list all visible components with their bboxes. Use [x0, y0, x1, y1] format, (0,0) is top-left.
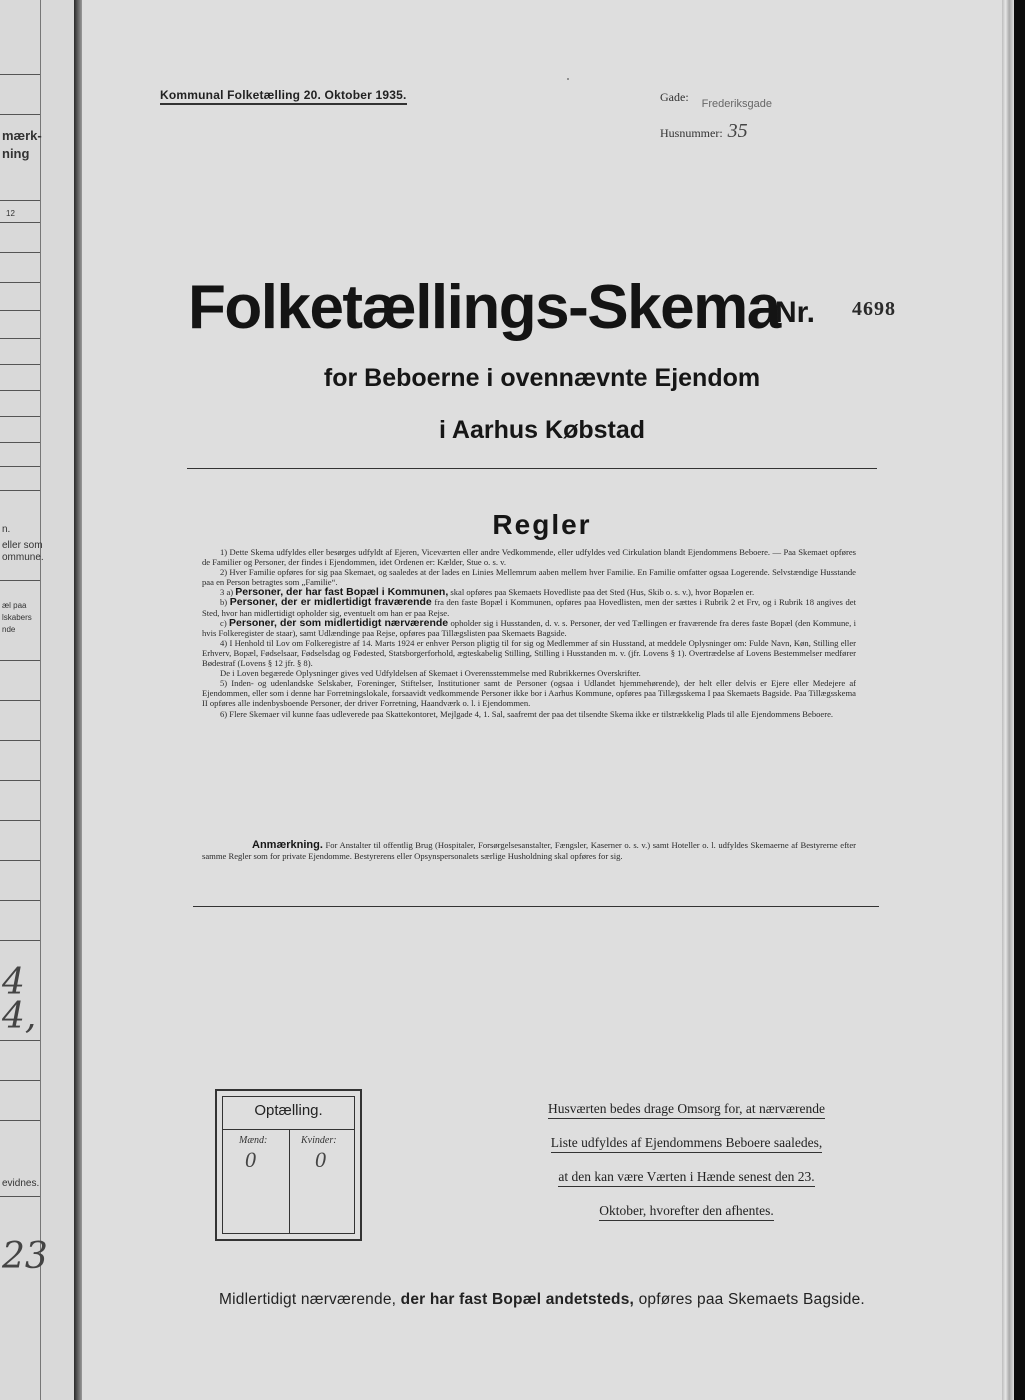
form-number-value: 4698: [852, 298, 896, 320]
rule-3a-text: skal opføres paa Skemaets Hovedliste paa det Sted (Hus, Skib o. s. v.), hvor Bopælen er.: [450, 587, 755, 598]
count-box: [215, 1089, 362, 1241]
row-rule: [0, 820, 40, 821]
house-number-field: [660, 120, 748, 143]
page-fragment: ommune.: [2, 552, 44, 563]
row-rule: [0, 222, 40, 223]
handwritten-mark: 23: [2, 1236, 48, 1277]
rule-3a-heading: Personer, der har fast Bopæl i Kommunen,: [235, 586, 449, 599]
row-rule: [0, 338, 40, 339]
row-rule: [0, 860, 40, 861]
handwritten-mark: 4: [2, 962, 25, 1003]
census-form-page: [82, 0, 1002, 1400]
divider: [193, 906, 879, 907]
form-title: Folketællings-Skema: [188, 273, 780, 342]
page-fragment: eller som: [2, 540, 43, 551]
rule-3c: [202, 618, 856, 638]
census-title: Kommunal Folketælling 20. Oktober 1935.: [160, 88, 407, 105]
notice-line: Husværten bedes drage Omsorg for, at nærværende: [548, 1101, 825, 1119]
previous-page-strip: [0, 0, 74, 1400]
row-rule: [0, 310, 40, 311]
house-number-value: 35: [727, 120, 748, 142]
footer-part-3: opføres paa Skemaets Bagside.: [638, 1291, 865, 1308]
row-rule: [0, 780, 40, 781]
rule-4-continued: De i Loven begærede Oplysninger gives ved Udfyldelsen af Skemaet i Overensstemmelse med Rubrikkernes Overskrifter.: [220, 668, 641, 679]
rule-3c-text: opholder sig i Husstanden, d. v. s. Personer, der ved Tællingen er fraværende fra deres faste Bopæl (den Kommune, i hvis Folkeregister de staar), samt Udlændinge paa Rejse, opføres paa Tillægslisten paa Skemaets Bagside.: [202, 617, 856, 638]
row-rule: [0, 416, 40, 417]
row-rule: [0, 740, 40, 741]
row-rule: [0, 466, 40, 467]
notice-line: at den kan være Værten i Hænde senest den 23.: [558, 1169, 814, 1187]
background-edge: [1014, 0, 1025, 1400]
rule-3b-number: b): [220, 597, 228, 608]
notice-line: Liste udfyldes af Ejendommens Beboere saaledes,: [551, 1135, 822, 1153]
rule-3c-heading: Personer, der som midlertidigt nærværende: [229, 616, 449, 629]
page-fragment: n.: [2, 524, 11, 535]
rule-6: 6) Flere Skemaer vil kunne faas udleverede paa Skattekontoret, Mejlgade 4, 1. Sal, saafremt der paa det tilsendte Skema ikke er tilstrækkelig Plads til alle Ejendommens Beboere.: [220, 708, 834, 719]
column-rule: [40, 0, 41, 1400]
rule-3b: [202, 597, 856, 617]
page-fragment: evidnes.: [2, 1178, 40, 1189]
page-fragment: 12: [6, 209, 15, 218]
row-rule: [0, 74, 40, 75]
divider: [187, 468, 877, 469]
rules-text: [202, 547, 856, 719]
row-rule: [0, 490, 40, 491]
rule-3a-number: 3 a): [220, 587, 234, 598]
row-rule: [0, 252, 40, 253]
women-count-label: Kvinder:: [301, 1135, 337, 1146]
rule-3c-number: c): [220, 617, 227, 628]
row-rule: [0, 940, 40, 941]
footer-part-1: Midlertidigt nærværende,: [219, 1291, 397, 1308]
remark-paragraph: [202, 840, 856, 862]
page-fragment: lskabers: [2, 613, 32, 622]
row-rule: [0, 282, 40, 283]
rules-heading: Regler: [492, 509, 592, 540]
page-stack-edge: [1002, 0, 1014, 1400]
rule-5: 5) Inden- og udenlandske Selskaber, Foreninger, Stiftelser, Institutioner samt de Personer (ogsaa i Udlandet hjemmehørende), der helt eller delvis er Ejere eller Medejere af Ejendommen, eller som i denne har Forretningslokale, forsaavidt vedkommende Personer ikke bor i Aarhus Kommune, opføres paa Tillægsskema I paa Skemaets Bagside. Paa Tillægsskema II opføres alle indenbysboende Personer, der driver Forretning, Haandværk o. l. i Ejendommen.: [202, 678, 856, 709]
row-rule: [0, 1080, 40, 1081]
row-rule: [0, 1196, 40, 1197]
rule-2: 2) Hver Familie opføres for sig paa Skemaet, og saaledes at der lades en Linies Mellemrum aaben mellem hver Familie. En Familie omfatter ogsaa Logerende. Selvstændige Husstande paa en Person betragtes som „Familie“.: [202, 567, 856, 588]
men-count-value: 0: [245, 1147, 256, 1172]
remark-text: For Anstalter til offentlig Brug (Hospitaler, Forsørgelsesanstalter, Fængsler, Kaserner o. s. v.) samt Hoteller o. l. udfyldes Skemaerne af Bestyrerne efter samme Regler som for private Ejendomme. Bestyrerens eller Opsynspersonalets særlige Husholdning skal opføres for sig.: [202, 840, 856, 861]
page-fragment: nde: [2, 625, 16, 634]
street-label: Gade:: [660, 90, 689, 104]
street-field: [660, 90, 772, 110]
handwritten-mark: 4,: [2, 996, 37, 1037]
count-box-title: Optælling.: [254, 1102, 323, 1119]
rule-3b-heading: Personer, der er midlertidigt fraværende: [229, 596, 432, 609]
form-location: i Aarhus Købstad: [438, 416, 646, 444]
book-gutter: [74, 0, 82, 1400]
row-rule: [0, 442, 40, 443]
row-rule: [0, 900, 40, 901]
count-box-frame: [222, 1096, 355, 1234]
form-subtitle: for Beboerne i ovennævnte Ejendom: [323, 364, 761, 392]
landlord-notice: [514, 1092, 859, 1228]
row-rule: [0, 1040, 40, 1041]
footer-part-2: der har fast Bopæl andetsteds,: [400, 1291, 635, 1308]
row-rule: [0, 660, 40, 661]
page-fragment: mærk-: [2, 128, 42, 143]
street-value: Frederiksgade: [701, 98, 772, 110]
notice-line: Oktober, hvorefter den afhentes.: [599, 1203, 774, 1221]
row-rule: [0, 700, 40, 701]
row-rule: [0, 114, 40, 115]
row-rule: [0, 200, 40, 201]
row-rule: [0, 390, 40, 391]
row-rule: [0, 1120, 40, 1121]
rule-3b-text: fra den faste Bopæl i Kommunen, opføres paa Hovedlisten, men der sættes i Rubrik 2 et Frv, og i Rubrik 18 angives det Sted, hvor han midlertidigt opholder sig, eventuelt om han er paa Rejse.: [202, 597, 856, 618]
paper-speck: [567, 78, 569, 80]
rule-4: 4) I Henhold til Lov om Folkeregistre af 14. Marts 1924 er enhver Person pligtig til for sig og Medlemmer af sin Husstand, at meddele Oplysninger om: Fulde Navn, Køn, Stilling eller Erhverv, Bopæl, Fødselsaar, Fødselsdag og Fødested, Statsborgerforhold, ægteskabelig Stilling, Stilling i Husstanden m. v. (jfr. Lovens § 1). Overtrædelse af Lovens Bestemmelser medfører Bødestraf (Lovens § 12 jfr. § 8).: [202, 637, 856, 669]
men-count-label: Mænd:: [239, 1135, 268, 1146]
page-fragment: ning: [2, 146, 30, 161]
house-number-label: Husnummer:: [660, 126, 723, 140]
footer-instruction: [82, 1291, 1002, 1309]
rule-1: 1) Dette Skema udfyldes eller besørges udfyldt af Ejeren, Viceværten eller andre Vedkommende, eller udfyldes ved Cirkulation blandt Ejendommens Beboere. — Paa Skemaet opføres de Familier og Personer, der findes i Ejendommen, idet Ordenen er: Kælder, Stue o. s. v.: [202, 547, 856, 568]
women-count-value: 0: [315, 1147, 326, 1172]
page-fragment: æl paa: [2, 601, 27, 610]
remark-heading: Anmærkning.: [252, 839, 323, 851]
row-rule: [0, 364, 40, 365]
count-box-column-rule: [289, 1129, 290, 1233]
row-rule: [0, 580, 40, 581]
form-number-label: Nr.: [775, 296, 816, 329]
